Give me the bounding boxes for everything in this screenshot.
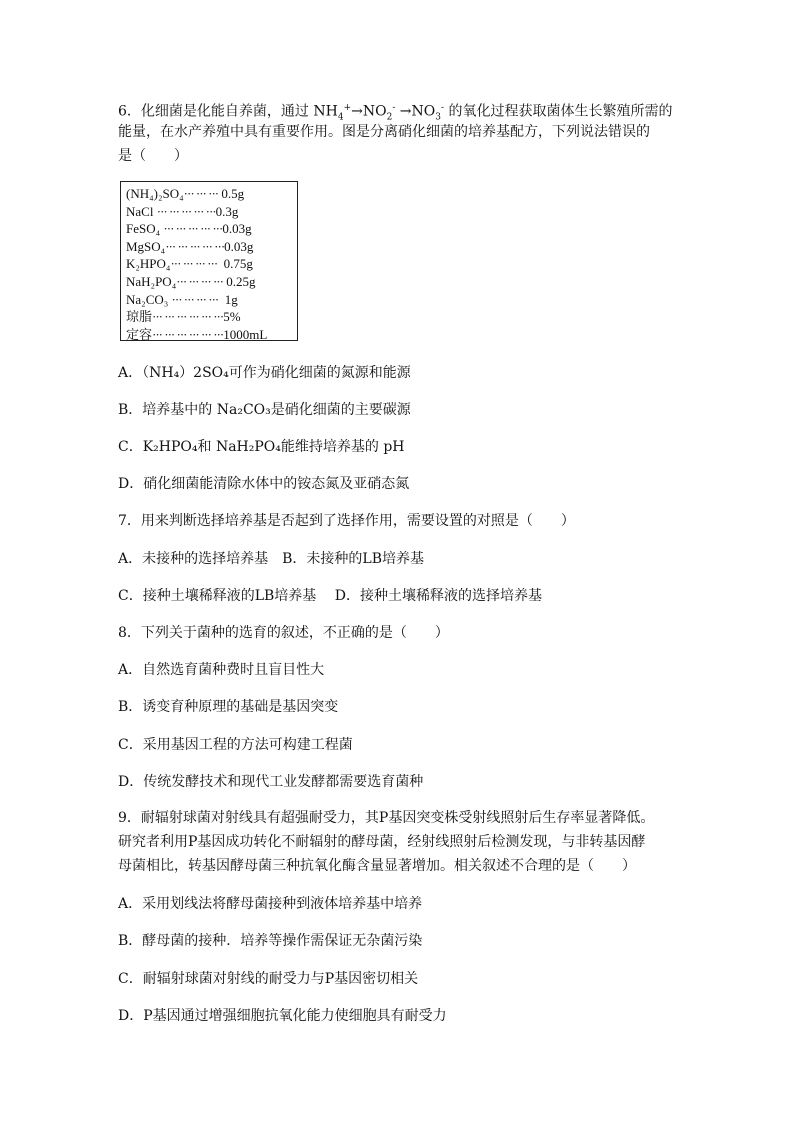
q9-option-c: C．耐辐射球菌对射线的耐受力与P基因密切相关 [118, 971, 419, 987]
q6-stem-line-3: 是（ ） [118, 148, 188, 164]
q6-stem-line-1: 6．化细菌是化能自养菌，通过 $NH_4^+\to NO_2^- \to NO_3^-$ 的氧化过程获取菌体生长繁殖所需的 [118, 103, 673, 123]
recipe-row: NaCl ··· ··· ··· ··· ···0.3g [126, 203, 239, 219]
q7-stem: 7．用来判断选择培养基是否起到了选择作用，需要设置的对照是（ ） [118, 513, 575, 529]
q6-stem-line-2: 能量，在水产养殖中具有重要作用。图是分离硝化细菌的培养基配方，下列说法错误的 [118, 124, 650, 140]
q8-option-d: D．传统发酵技术和现代工业发酵都需要选育菌种 [118, 774, 424, 790]
recipe-row: Na₂CO₃ ··· ··· ··· ··· 1g [126, 291, 238, 307]
q9-stem-line-2: 研究者利用P基因成功转化不耐辐射的酵母菌，经射线照射后检测发现，与非转基因酵 [118, 834, 646, 850]
q6-stem-text-b: 的氧化过程获取菌体生长繁殖所需的 [448, 103, 673, 120]
recipe-row: NaH₂PO₄··· ··· ··· ··· 0.25g [126, 273, 256, 289]
recipe-row: MgSO₄··· ··· ··· ··· ···0.03g [126, 238, 254, 254]
q8-stem: 8．下列关于菌种的选育的叙述，不正确的是（ ） [118, 625, 449, 641]
q7-options-cd: C．接种土壤稀释液的LB培养基 D．接种土壤稀释液的选择培养基 [118, 588, 542, 604]
recipe-row: (NH₄)₂SO₄··· ··· ··· 0.5g [126, 186, 245, 201]
recipe-row: 琼脂··· ··· ··· ··· ··· ···5% [126, 309, 241, 325]
q8-option-c: C．采用基因工程的方法可构建工程菌 [118, 737, 353, 753]
recipe-row: 定容··· ··· ··· ··· ··· ···1000mL [126, 326, 268, 342]
q7-options-ab: A．未接种的选择培养基 B．未接种的LB培养基 [118, 551, 424, 567]
recipe-row: K₂HPO₄··· ··· ··· ··· 0.75g [126, 256, 253, 272]
q6-stem-text-a: 6．化细菌是化能自养菌，通过 NH [118, 103, 338, 120]
q8-option-b: B．诱变育种原理的基础是基因突变 [118, 699, 339, 715]
q6-option-b: B．培养基中的 Na₂CO₃是硝化细菌的主要碳源 [118, 402, 411, 418]
recipe-row: FeSO₄ ··· ··· ··· ··· ···0.03g [126, 221, 252, 237]
q9-option-d: D．P基因通过增强细胞抗氧化能力使细胞具有耐受力 [118, 1008, 447, 1024]
medium-recipe-box [120, 181, 298, 341]
q9-option-a: A．采用划线法将酵母菌接种到液体培养基中培养 [118, 896, 423, 912]
q8-option-a: A．自然选育菌种费时且盲目性大 [118, 662, 325, 678]
q6-option-c: C．K₂HPO₄和 NaH₂PO₄能维持培养基的 pH [118, 439, 405, 455]
q6-option-a: A．（NH₄）2SO₄可作为硝化细菌的氮源和能源 [118, 365, 411, 381]
q9-stem-line-1: 9．耐辐射球菌对射线具有超强耐受力，其P基因突变株受射线照射后生存率显著降低。 [118, 810, 655, 826]
q9-stem-line-3: 母菌相比，转基因酵母菌三种抗氧化酶含量显著增加。相关叙述不合理的是（ ） [118, 858, 636, 874]
q9-option-b: B．酵母菌的接种．培养等操作需保证无杂菌污染 [118, 933, 423, 949]
q6-option-d: D．硝化细菌能清除水体中的铵态氮及亚硝态氮 [118, 476, 410, 492]
